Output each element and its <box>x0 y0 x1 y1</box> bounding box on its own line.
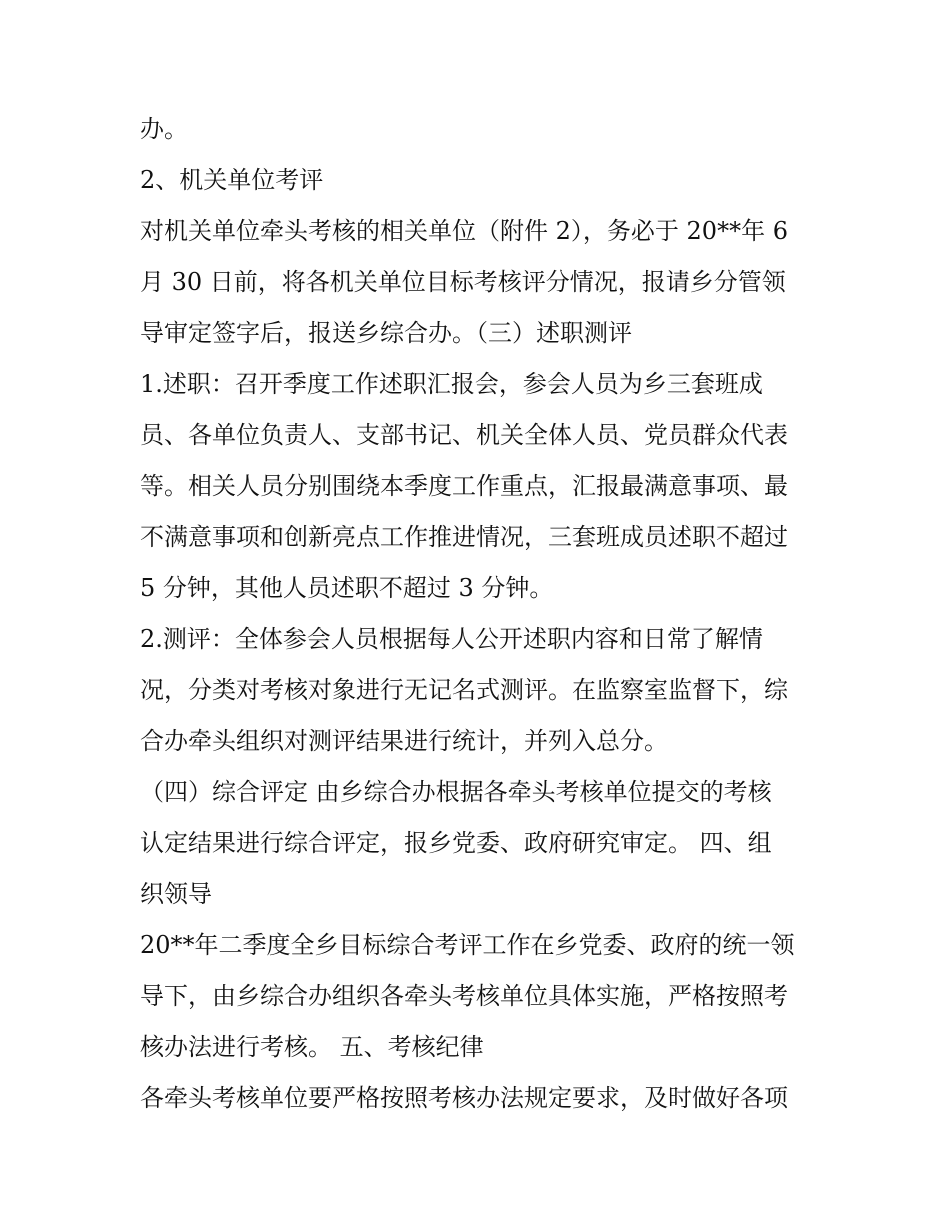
text-line: 合办牵头组织对测评结果进行统计，并列入总分。 <box>140 727 668 755</box>
body-text <box>140 104 820 1124</box>
section-heading: 2、机关单位考评 <box>140 166 324 194</box>
text-line: 认定结果进行综合评定，报乡党委、政府研究审定。 四、组 <box>140 829 772 857</box>
text-line: 等。相关人员分别围绕本季度工作重点，汇报最满意事项、最 <box>140 472 788 500</box>
text-line: 不满意事项和创新亮点工作推进情况，三套班成员述职不超过 <box>140 523 788 551</box>
text-line: 月 30 日前，将各机关单位目标考核评分情况，报请乡分管领 <box>140 268 786 296</box>
text-line: 核办法进行考核。 五、考核纪律 <box>140 1033 484 1061</box>
text-line: 员、各单位负责人、支部书记、机关全体人员、党员群众代表 <box>140 421 788 449</box>
text-line: 况，分类对考核对象进行无记名式测评。在监察室监督下，综 <box>140 676 788 704</box>
text-line: 1.述职：召开季度工作述职汇报会，参会人员为乡三套班成 <box>140 370 763 398</box>
text-line: 导下，由乡综合办组织各牵头考核单位具体实施，严格按照考 <box>140 982 788 1010</box>
text-line: 对机关单位牵头考核的相关单位（附件 2），务必于 20**年 6 <box>140 217 788 245</box>
text-line: 2.测评：全体参会人员根据每人公开述职内容和日常了解情 <box>140 625 763 653</box>
text-line: 织领导 <box>140 880 212 908</box>
text-line: 20**年二季度全乡目标综合考评工作在乡党委、政府的统一领 <box>140 931 795 959</box>
text-line: 各牵头考核单位要严格按照考核办法规定要求，及时做好各项 <box>140 1084 788 1112</box>
text-line: 5 分钟，其他人员述职不超过 3 分钟。 <box>140 574 554 602</box>
text-line: 导审定签字后，报送乡综合办。（三）述职测评 <box>140 319 632 347</box>
text-line: （四）综合评定 由乡综合办根据各牵头考核单位提交的考核 <box>140 778 772 806</box>
text-line: 办。 <box>140 115 188 143</box>
